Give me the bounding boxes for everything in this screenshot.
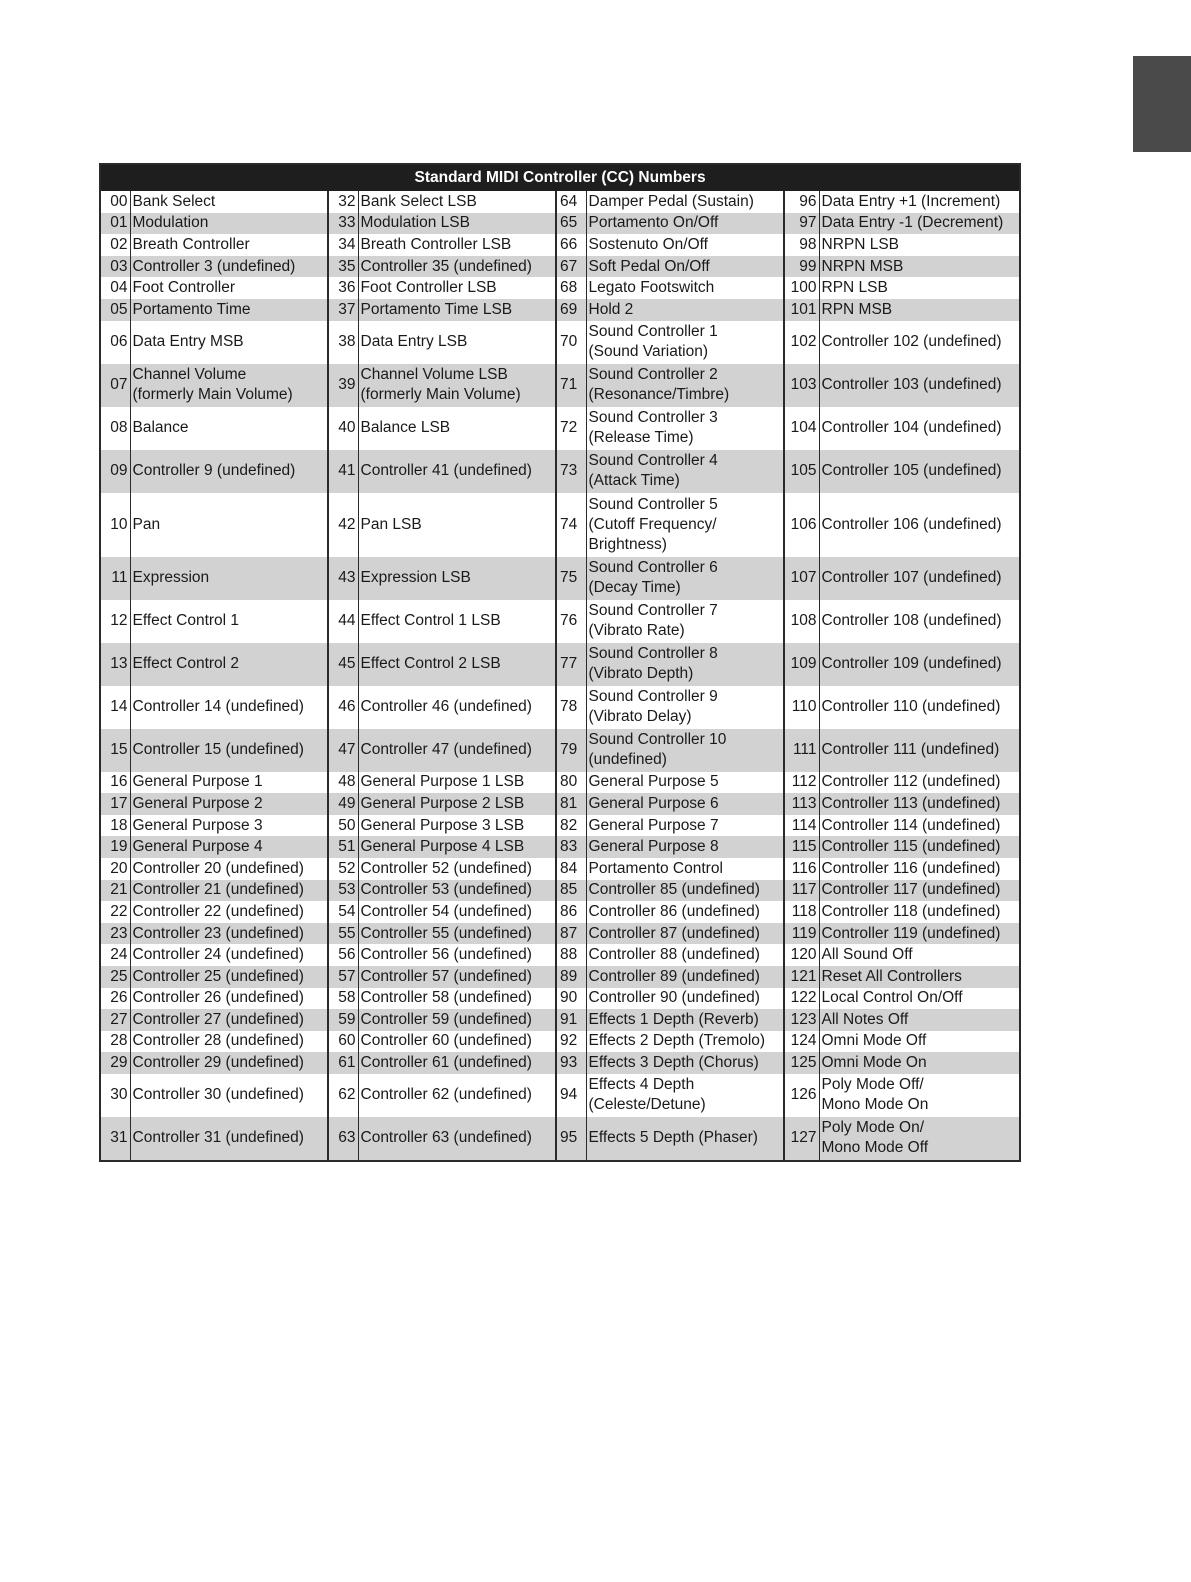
cc-number: 123 bbox=[784, 1009, 819, 1031]
cc-name: Controller 106 (undefined) bbox=[821, 515, 1002, 533]
cc-name: Portamento Control bbox=[588, 859, 723, 877]
cc-name: Sostenuto On/Off bbox=[588, 235, 708, 253]
cc-number: 70 bbox=[556, 321, 586, 364]
cc-number: 124 bbox=[784, 1031, 819, 1053]
table-row bbox=[100, 1074, 1020, 1117]
cc-name: NRPN MSB bbox=[819, 256, 1020, 278]
cc-name: Bank Select LSB bbox=[360, 192, 477, 210]
table-row bbox=[100, 880, 1020, 902]
cc-number: 30 bbox=[100, 1074, 130, 1117]
table-row bbox=[100, 858, 1020, 880]
cc-name: Controller 118 (undefined) bbox=[821, 902, 1001, 920]
cc-number: 58 bbox=[328, 988, 358, 1010]
cc-number: 36 bbox=[328, 277, 358, 299]
cc-name: Controller 35 (undefined) bbox=[358, 256, 556, 278]
cc-name: Controller 52 (undefined) bbox=[360, 859, 532, 877]
cc-number: 75 bbox=[556, 557, 586, 600]
table-row bbox=[100, 407, 1020, 450]
cc-name: General Purpose 1 LSB bbox=[360, 773, 525, 791]
cc-number: 119 bbox=[784, 923, 819, 945]
cc-name: Sound Controller 10 (undefined) bbox=[586, 729, 784, 772]
table-row bbox=[100, 321, 1020, 364]
cc-number: 65 bbox=[556, 213, 586, 235]
cc-number: 99 bbox=[784, 256, 819, 278]
cc-number: 51 bbox=[328, 836, 358, 858]
cc-number: 89 bbox=[556, 966, 586, 988]
cc-number: 113 bbox=[784, 793, 819, 815]
table-row bbox=[100, 815, 1020, 837]
cc-name: Sound Controller 9 (Vibrato Delay) bbox=[588, 688, 718, 726]
cc-number: 126 bbox=[784, 1074, 819, 1117]
table-row bbox=[100, 1031, 1020, 1053]
cc-name: Controller 24 (undefined) bbox=[132, 946, 304, 964]
cc-name: Foot Controller LSB bbox=[360, 279, 497, 297]
cc-number: 88 bbox=[556, 944, 586, 966]
cc-name: General Purpose 1 bbox=[132, 773, 263, 791]
cc-name: Controller 54 (undefined) bbox=[360, 902, 532, 920]
cc-number: 98 bbox=[784, 234, 819, 256]
cc-number: 60 bbox=[328, 1031, 358, 1053]
cc-number: 109 bbox=[784, 643, 819, 686]
cc-name: Poly Mode On/ Mono Mode Off bbox=[819, 1117, 1020, 1161]
cc-name: Pan LSB bbox=[360, 515, 422, 533]
cc-number: 04 bbox=[100, 277, 130, 299]
cc-name: Sound Controller 3 (Release Time) bbox=[588, 409, 718, 447]
cc-name: Controller 22 (undefined) bbox=[132, 902, 304, 920]
cc-number: 47 bbox=[328, 729, 358, 772]
cc-name: Controller 56 (undefined) bbox=[360, 946, 532, 964]
cc-number: 46 bbox=[328, 686, 358, 729]
table-row bbox=[100, 450, 1020, 493]
cc-name: Effects 4 Depth (Celeste/Detune) bbox=[588, 1076, 706, 1114]
cc-number: 09 bbox=[100, 450, 130, 493]
cc-number: 127 bbox=[784, 1117, 819, 1161]
cc-number: 19 bbox=[100, 836, 130, 858]
cc-number: 97 bbox=[784, 213, 819, 235]
cc-number: 34 bbox=[328, 234, 358, 256]
cc-number: 49 bbox=[328, 793, 358, 815]
cc-number: 121 bbox=[784, 966, 819, 988]
cc-number: 35 bbox=[328, 256, 358, 278]
cc-name: Sound Controller 1 (Sound Variation) bbox=[588, 323, 718, 361]
cc-number: 00 bbox=[100, 191, 130, 213]
table-row bbox=[100, 557, 1020, 600]
cc-number: 111 bbox=[784, 729, 819, 772]
cc-number: 87 bbox=[556, 923, 586, 945]
cc-number: 12 bbox=[100, 600, 130, 643]
cc-name: Controller 59 (undefined) bbox=[358, 1009, 556, 1031]
table-row bbox=[100, 836, 1020, 858]
cc-name: General Purpose 4 LSB bbox=[358, 836, 556, 858]
cc-name: Controller 114 (undefined) bbox=[821, 816, 1001, 834]
cc-name: General Purpose 3 LSB bbox=[360, 816, 525, 834]
cc-number: 84 bbox=[556, 858, 586, 880]
cc-number: 106 bbox=[784, 493, 819, 557]
cc-name: Effects 3 Depth (Chorus) bbox=[586, 1052, 784, 1074]
cc-name: Data Entry -1 (Decrement) bbox=[819, 213, 1020, 235]
cc-name: General Purpose 6 bbox=[586, 793, 784, 815]
cc-name: Sound Controller 6 (Decay Time) bbox=[586, 557, 784, 600]
table-row bbox=[100, 191, 1020, 213]
cc-name: Controller 25 (undefined) bbox=[130, 966, 328, 988]
cc-number: 82 bbox=[556, 815, 586, 837]
cc-name: Controller 9 (undefined) bbox=[130, 450, 328, 493]
table-row bbox=[100, 729, 1020, 772]
cc-name: Controller 115 (undefined) bbox=[819, 836, 1020, 858]
cc-number: 79 bbox=[556, 729, 586, 772]
cc-name: Controller 30 (undefined) bbox=[132, 1086, 304, 1104]
table-row bbox=[100, 256, 1020, 278]
cc-name: Data Entry +1 (Increment) bbox=[821, 192, 1001, 210]
cc-number: 53 bbox=[328, 880, 358, 902]
cc-name: Effects 1 Depth (Reverb) bbox=[586, 1009, 784, 1031]
cc-number: 56 bbox=[328, 944, 358, 966]
cc-name: General Purpose 7 bbox=[588, 816, 719, 834]
cc-name: Local Control On/Off bbox=[821, 989, 963, 1007]
chapter-tab bbox=[1133, 56, 1191, 152]
cc-name: All Sound Off bbox=[821, 946, 913, 964]
cc-name: Controller 86 (undefined) bbox=[588, 902, 760, 920]
cc-name: Omni Mode On bbox=[819, 1052, 1020, 1074]
cc-name: Balance LSB bbox=[360, 419, 451, 437]
cc-name: Controller 28 (undefined) bbox=[132, 1032, 304, 1050]
cc-name: Controller 117 (undefined) bbox=[819, 880, 1020, 902]
cc-number: 54 bbox=[328, 901, 358, 923]
cc-number: 68 bbox=[556, 277, 586, 299]
table-body bbox=[100, 191, 1020, 1161]
cc-name: Controller 23 (undefined) bbox=[130, 923, 328, 945]
cc-name: RPN LSB bbox=[821, 279, 888, 297]
cc-name: Sound Controller 4 (Attack Time) bbox=[586, 450, 784, 493]
cc-number: 31 bbox=[100, 1117, 130, 1161]
table-row bbox=[100, 1009, 1020, 1031]
cc-number: 24 bbox=[100, 944, 130, 966]
cc-number: 14 bbox=[100, 686, 130, 729]
cc-number: 112 bbox=[784, 772, 819, 794]
cc-name: Controller 41 (undefined) bbox=[358, 450, 556, 493]
table-row bbox=[100, 772, 1020, 794]
cc-name: Expression bbox=[130, 557, 328, 600]
cc-number: 26 bbox=[100, 988, 130, 1010]
cc-name: General Purpose 8 bbox=[586, 836, 784, 858]
table-row bbox=[100, 793, 1020, 815]
cc-number: 101 bbox=[784, 299, 819, 321]
table-row bbox=[100, 600, 1020, 643]
cc-name: Controller 85 (undefined) bbox=[586, 880, 784, 902]
cc-number: 83 bbox=[556, 836, 586, 858]
cc-name: Controller 103 (undefined) bbox=[819, 364, 1020, 407]
cc-name: Controller 105 (undefined) bbox=[819, 450, 1020, 493]
cc-name: Controller 55 (undefined) bbox=[358, 923, 556, 945]
cc-name: Effects 5 Depth (Phaser) bbox=[586, 1117, 784, 1161]
cc-name: Foot Controller bbox=[132, 279, 236, 297]
cc-number: 59 bbox=[328, 1009, 358, 1031]
cc-name: Expression LSB bbox=[358, 557, 556, 600]
cc-name: Omni Mode Off bbox=[821, 1032, 927, 1050]
cc-name: Controller 88 (undefined) bbox=[588, 946, 760, 964]
cc-number: 27 bbox=[100, 1009, 130, 1031]
cc-name: General Purpose 2 bbox=[130, 793, 328, 815]
table-row bbox=[100, 643, 1020, 686]
cc-number: 10 bbox=[100, 493, 130, 557]
cc-name: Breath Controller bbox=[132, 235, 250, 253]
cc-number: 32 bbox=[328, 191, 358, 213]
cc-number: 39 bbox=[328, 364, 358, 407]
cc-number: 120 bbox=[784, 944, 819, 966]
cc-number: 28 bbox=[100, 1031, 130, 1053]
cc-name: Poly Mode Off/ Mono Mode On bbox=[821, 1076, 929, 1114]
cc-name: Portamento Time bbox=[130, 299, 328, 321]
cc-name: Controller 29 (undefined) bbox=[130, 1052, 328, 1074]
cc-name: Legato Footswitch bbox=[588, 279, 715, 297]
cc-number: 91 bbox=[556, 1009, 586, 1031]
cc-number: 25 bbox=[100, 966, 130, 988]
cc-name: Reset All Controllers bbox=[819, 966, 1020, 988]
cc-number: 72 bbox=[556, 407, 586, 450]
cc-name: Controller 26 (undefined) bbox=[132, 989, 304, 1007]
cc-number: 73 bbox=[556, 450, 586, 493]
cc-number: 44 bbox=[328, 600, 358, 643]
table-row bbox=[100, 1052, 1020, 1074]
cc-number: 103 bbox=[784, 364, 819, 407]
cc-name: Balance bbox=[132, 419, 189, 437]
cc-number: 125 bbox=[784, 1052, 819, 1074]
cc-number: 86 bbox=[556, 901, 586, 923]
cc-number: 110 bbox=[784, 686, 819, 729]
table-row bbox=[100, 686, 1020, 729]
cc-name: Controller 61 (undefined) bbox=[358, 1052, 556, 1074]
cc-name: Controller 27 (undefined) bbox=[130, 1009, 328, 1031]
cc-name: Controller 31 (undefined) bbox=[130, 1117, 328, 1161]
cc-number: 52 bbox=[328, 858, 358, 880]
cc-name: Controller 21 (undefined) bbox=[130, 880, 328, 902]
cc-name: All Notes Off bbox=[819, 1009, 1020, 1031]
cc-number: 77 bbox=[556, 643, 586, 686]
cc-number: 69 bbox=[556, 299, 586, 321]
cc-number: 08 bbox=[100, 407, 130, 450]
cc-number: 42 bbox=[328, 493, 358, 557]
cc-name: NRPN LSB bbox=[821, 235, 900, 253]
cc-name: Controller 20 (undefined) bbox=[132, 859, 304, 877]
cc-number: 20 bbox=[100, 858, 130, 880]
cc-number: 108 bbox=[784, 600, 819, 643]
cc-number: 38 bbox=[328, 321, 358, 364]
cc-number: 93 bbox=[556, 1052, 586, 1074]
cc-name: Controller 57 (undefined) bbox=[358, 966, 556, 988]
cc-number: 116 bbox=[784, 858, 819, 880]
cc-name: Data Entry MSB bbox=[132, 333, 244, 351]
cc-number: 02 bbox=[100, 234, 130, 256]
cc-name: Controller 3 (undefined) bbox=[130, 256, 328, 278]
cc-number: 105 bbox=[784, 450, 819, 493]
cc-number: 40 bbox=[328, 407, 358, 450]
cc-number: 22 bbox=[100, 901, 130, 923]
cc-number: 100 bbox=[784, 277, 819, 299]
cc-name: Controller 110 (undefined) bbox=[821, 698, 1001, 716]
cc-name: Controller 111 (undefined) bbox=[819, 729, 1020, 772]
cc-name: Modulation bbox=[130, 213, 328, 235]
cc-number: 03 bbox=[100, 256, 130, 278]
cc-number: 15 bbox=[100, 729, 130, 772]
cc-name: Controller 87 (undefined) bbox=[586, 923, 784, 945]
cc-number: 71 bbox=[556, 364, 586, 407]
cc-name: Effect Control 2 bbox=[130, 643, 328, 686]
cc-name: General Purpose 4 bbox=[130, 836, 328, 858]
cc-number: 37 bbox=[328, 299, 358, 321]
cc-name: Controller 90 (undefined) bbox=[588, 989, 760, 1007]
cc-name: Controller 119 (undefined) bbox=[819, 923, 1020, 945]
cc-name: Pan bbox=[132, 515, 161, 533]
cc-name: Modulation LSB bbox=[358, 213, 556, 235]
cc-number: 117 bbox=[784, 880, 819, 902]
cc-number: 29 bbox=[100, 1052, 130, 1074]
cc-name: RPN MSB bbox=[819, 299, 1020, 321]
cc-name: Sound Controller 5 (Cutoff Frequency/ Brightness) bbox=[588, 495, 718, 553]
cc-name: Sound Controller 7 (Vibrato Rate) bbox=[588, 602, 718, 640]
cc-number: 114 bbox=[784, 815, 819, 837]
cc-name: Effect Control 1 LSB bbox=[360, 612, 501, 630]
cc-number: 23 bbox=[100, 923, 130, 945]
cc-number: 80 bbox=[556, 772, 586, 794]
cc-number: 118 bbox=[784, 901, 819, 923]
table-row bbox=[100, 493, 1020, 557]
cc-name: Controller 63 (undefined) bbox=[358, 1117, 556, 1161]
cc-number: 107 bbox=[784, 557, 819, 600]
cc-number: 102 bbox=[784, 321, 819, 364]
cc-number: 76 bbox=[556, 600, 586, 643]
cc-number: 61 bbox=[328, 1052, 358, 1074]
cc-name: Controller 102 (undefined) bbox=[821, 333, 1002, 351]
cc-name: Controller 112 (undefined) bbox=[821, 773, 1001, 791]
cc-number: 122 bbox=[784, 988, 819, 1010]
cc-name: Effect Control 1 bbox=[132, 612, 240, 630]
cc-name: Controller 46 (undefined) bbox=[360, 698, 532, 716]
cc-number: 90 bbox=[556, 988, 586, 1010]
table-row bbox=[100, 966, 1020, 988]
cc-number: 43 bbox=[328, 557, 358, 600]
cc-name: Channel Volume LSB (formerly Main Volume) bbox=[358, 364, 556, 407]
cc-name: Breath Controller LSB bbox=[360, 235, 512, 253]
cc-number: 13 bbox=[100, 643, 130, 686]
cc-name: Data Entry LSB bbox=[360, 333, 468, 351]
cc-number: 33 bbox=[328, 213, 358, 235]
cc-name: Soft Pedal On/Off bbox=[586, 256, 784, 278]
cc-name: Portamento Time LSB bbox=[358, 299, 556, 321]
table-title: Standard MIDI Controller (CC) Numbers bbox=[100, 164, 1020, 191]
cc-number: 85 bbox=[556, 880, 586, 902]
cc-number: 41 bbox=[328, 450, 358, 493]
table-row bbox=[100, 901, 1020, 923]
cc-number: 96 bbox=[784, 191, 819, 213]
cc-name: Controller 58 (undefined) bbox=[360, 989, 532, 1007]
cc-number: 48 bbox=[328, 772, 358, 794]
cc-number: 55 bbox=[328, 923, 358, 945]
table-row bbox=[100, 213, 1020, 235]
table-row bbox=[100, 988, 1020, 1010]
cc-name: Controller 47 (undefined) bbox=[358, 729, 556, 772]
cc-name: Controller 104 (undefined) bbox=[821, 419, 1002, 437]
cc-name: Sound Controller 8 (Vibrato Depth) bbox=[586, 643, 784, 686]
cc-name: Effect Control 2 LSB bbox=[358, 643, 556, 686]
table-row bbox=[100, 277, 1020, 299]
cc-number: 64 bbox=[556, 191, 586, 213]
cc-number: 16 bbox=[100, 772, 130, 794]
cc-number: 06 bbox=[100, 321, 130, 364]
cc-number: 94 bbox=[556, 1074, 586, 1117]
cc-name: Bank Select bbox=[132, 192, 216, 210]
cc-number: 01 bbox=[100, 213, 130, 235]
cc-number: 66 bbox=[556, 234, 586, 256]
cc-name: Controller 53 (undefined) bbox=[358, 880, 556, 902]
cc-number: 50 bbox=[328, 815, 358, 837]
cc-name: Portamento On/Off bbox=[586, 213, 784, 235]
cc-number: 57 bbox=[328, 966, 358, 988]
cc-name: General Purpose 5 bbox=[588, 773, 719, 791]
cc-name: Controller 108 (undefined) bbox=[821, 612, 1002, 630]
cc-number: 18 bbox=[100, 815, 130, 837]
cc-number: 62 bbox=[328, 1074, 358, 1117]
cc-number: 104 bbox=[784, 407, 819, 450]
cc-number: 05 bbox=[100, 299, 130, 321]
cc-name: Damper Pedal (Sustain) bbox=[588, 192, 754, 210]
cc-name: Controller 89 (undefined) bbox=[586, 966, 784, 988]
cc-name: Hold 2 bbox=[586, 299, 784, 321]
cc-number: 21 bbox=[100, 880, 130, 902]
table-row bbox=[100, 364, 1020, 407]
cc-name: Controller 107 (undefined) bbox=[819, 557, 1020, 600]
midi-cc-table bbox=[99, 163, 1021, 1162]
table-row bbox=[100, 923, 1020, 945]
cc-name: Controller 109 (undefined) bbox=[819, 643, 1020, 686]
cc-name: Controller 116 (undefined) bbox=[821, 859, 1001, 877]
cc-number: 17 bbox=[100, 793, 130, 815]
cc-number: 45 bbox=[328, 643, 358, 686]
cc-number: 78 bbox=[556, 686, 586, 729]
cc-name: General Purpose 2 LSB bbox=[358, 793, 556, 815]
cc-name: Controller 62 (undefined) bbox=[360, 1086, 532, 1104]
cc-number: 11 bbox=[100, 557, 130, 600]
cc-number: 74 bbox=[556, 493, 586, 557]
table-row bbox=[100, 944, 1020, 966]
cc-number: 67 bbox=[556, 256, 586, 278]
cc-number: 07 bbox=[100, 364, 130, 407]
cc-name: Controller 60 (undefined) bbox=[360, 1032, 532, 1050]
cc-number: 81 bbox=[556, 793, 586, 815]
cc-name: Controller 14 (undefined) bbox=[132, 698, 304, 716]
cc-number: 115 bbox=[784, 836, 819, 858]
table-row bbox=[100, 1117, 1020, 1161]
table-row bbox=[100, 299, 1020, 321]
table-row bbox=[100, 234, 1020, 256]
cc-number: 95 bbox=[556, 1117, 586, 1161]
cc-name: Channel Volume (formerly Main Volume) bbox=[130, 364, 328, 407]
cc-number: 92 bbox=[556, 1031, 586, 1053]
cc-name: Effects 2 Depth (Tremolo) bbox=[588, 1032, 766, 1050]
cc-name: Controller 15 (undefined) bbox=[130, 729, 328, 772]
cc-name: Controller 113 (undefined) bbox=[819, 793, 1020, 815]
cc-name: General Purpose 3 bbox=[132, 816, 263, 834]
cc-number: 63 bbox=[328, 1117, 358, 1161]
cc-name: Sound Controller 2 (Resonance/Timbre) bbox=[586, 364, 784, 407]
